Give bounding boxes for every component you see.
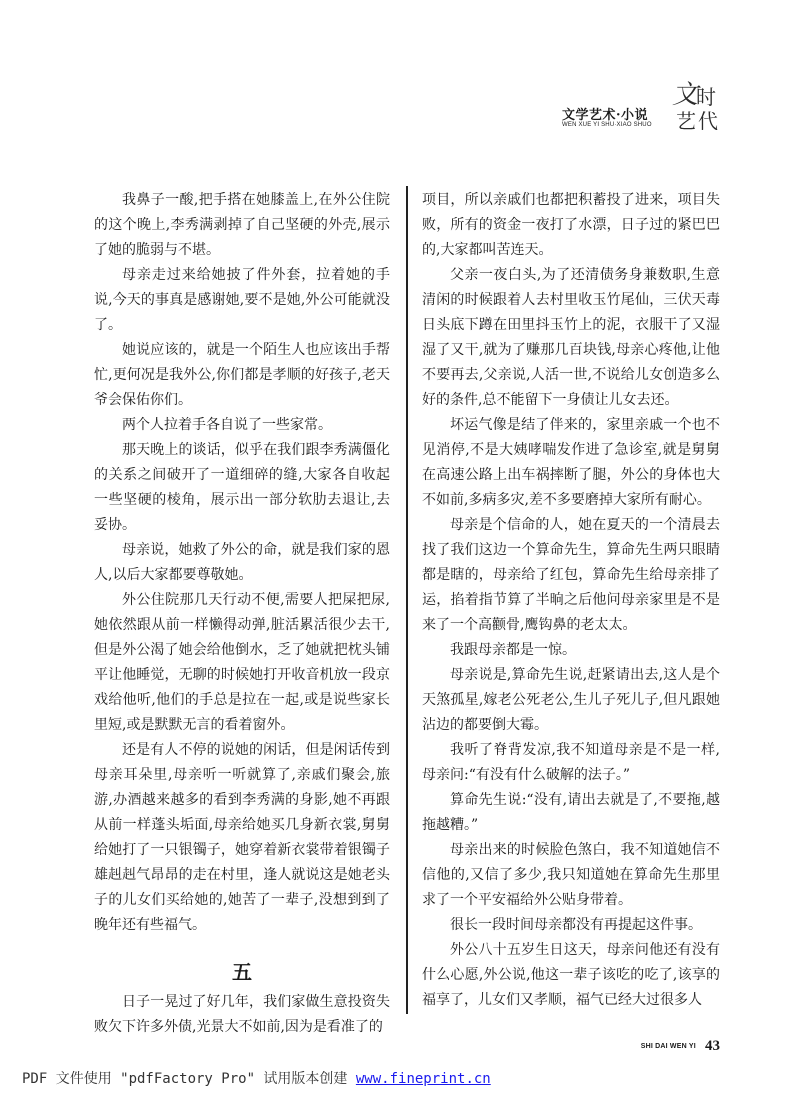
- paragraph: 母亲是个信命的人，她在夏天的一个清晨去找了我们这边一个算命先生，算命先生两只眼睛都是瞎的，母亲给了红包，算命先生给母亲排了运，掐着指节算了半晌之后他问母亲家里是不是来了一个高颧骨,鹰钩鼻的老太太。: [422, 517, 720, 633]
- paragraph: 她说应该的，就是一个陌生人也应该出手帮忙,更何况是我外公,你们都是孝顺的好孩子,老天爷会保佑你们。: [94, 342, 390, 408]
- logo-char: 艺: [676, 109, 696, 133]
- journal-logo: [672, 80, 722, 133]
- paragraph: 我听了脊背发凉,我不知道母亲是不是一样,母亲问:“有没有什么破解的法子。”: [422, 742, 720, 783]
- right-column: [422, 188, 720, 1013]
- paragraph: 母亲说是,算命先生说,赶紧请出去,这人是个天煞孤星,嫁老公死老公,生儿子死儿子,但凡跟她沾边的都要倒大霉。: [422, 667, 720, 733]
- page-footer: [620, 1036, 720, 1056]
- paragraph: 算命先生说:“没有,请出去就是了,不要拖,越拖越糟。”: [422, 792, 720, 833]
- section-heading: 五: [232, 960, 252, 984]
- paragraph: 还是有人不停的说她的闲话，但是闲话传到母亲耳朵里,母亲听一听就算了,亲戚们聚会,旅游,办酒越来越多的看到李秀满的身影,她不再跟从前一样蓬头垢面,母亲给她买几身新衣裳,舅舅给她打了一只银镯子，她穿着新衣裳带着银镯子雄赳赳气昂昂的走在村里，逢人就说这是她老头子的儿女们买给她的,她苦了一辈子,没想到到了晚年还有些福气。: [94, 742, 390, 933]
- logo-char: 代: [698, 109, 718, 133]
- logo-char: 时: [696, 85, 716, 109]
- watermark-text: PDF 文件使用 "pdfFactory Pro" 试用版本创建: [22, 1071, 356, 1087]
- paragraph: 父亲一夜白头,为了还清债务身兼数职,生意清闲的时候跟着人去村里收玉竹尾仙，三伏天毒日头底下蹲在田里抖玉竹上的泥，衣服干了又湿湿了又干,就为了赚那几百块钱,母亲心疼他,让他不要再去,父亲说,人活一世,不说给儿女创造多么好的条件,总不能留下一身债让儿女去还。: [422, 267, 720, 408]
- logo-char: 文: [672, 80, 699, 110]
- section-pinyin: WEN XUE YI SHU·XIAO SHUO: [562, 122, 652, 128]
- paragraph: 外公住院那几天行动不便,需要人把屎把尿,她依然跟从前一样懒得动弹,脏活累活很少去干,但是外公渴了她会给他倒水，乏了她就把枕头铺平让他睡觉，无聊的时候她打开收音机放一段京戏给他听,他们的手总是拉在一起,或是说些家长里短,或是默默无言的看着窗外。: [94, 592, 390, 733]
- paragraph: 我跟母亲都是一惊。: [450, 642, 576, 658]
- paragraph-continuation: 项目，所以亲戚们也都把积蓄投了进来，项目失败，所有的资金一夜打了水漂，日子过的紧巴巴的,大家都叫苦连天。: [422, 192, 720, 258]
- watermark-link[interactable]: www.fineprint.cn: [355, 1071, 491, 1087]
- section-title: 文学艺术·小说: [562, 108, 649, 123]
- paragraph: 很长一段时间母亲都没有再提起这件事。: [450, 917, 702, 933]
- journal-pinyin: SHI DAI WEN YI: [640, 1043, 696, 1050]
- paragraph: 那天晚上的谈话，似乎在我们跟李秀满僵化的关系之间破开了一道细碎的缝,大家各自收起一些坚硬的棱角，展示出一部分软肋去退让,去妥协。: [94, 442, 390, 533]
- pdf-watermark: [22, 1068, 542, 1088]
- paragraph: 日子一晃过了好几年，我们家做生意投资失败欠下许多外债,光景大不如前,因为是看准了的: [94, 994, 390, 1035]
- paragraph: 坏运气像是结了伴来的，家里亲戚一个也不见消停,不是大姨哮喘发作进了急诊室,就是舅舅在高速公路上出车祸摔断了腿，外公的身体也大不如前,多病多灾,差不多要磨掉大家所有耐心。: [422, 417, 720, 508]
- paragraph: 母亲说，她救了外公的命，就是我们家的恩人,以后大家都要尊敬她。: [94, 542, 390, 583]
- left-column: [94, 188, 390, 1040]
- paragraph: 两个人拉着手各自说了一些家常。: [122, 417, 332, 433]
- paragraph: 母亲出来的时候脸色煞白，我不知道她信不信他的,又信了多少,我只知道她在算命先生那里求了一个平安福给外公贴身带着。: [422, 842, 720, 908]
- paragraph: 外公八十五岁生日这天，母亲问他还有没有什么心愿,外公说,他这一辈子该吃的吃了,该享的福享了，儿女们又孝顺，福气已经大过很多人: [422, 942, 720, 1008]
- paragraph: 母亲走过来给她披了件外套，拉着她的手说,今天的事真是感谢她,要不是她,外公可能就没了。: [94, 267, 390, 333]
- paragraph: 我鼻子一酸,把手搭在她膝盖上,在外公住院的这个晚上,李秀满剥掉了自己坚硬的外壳,展示了她的脆弱与不堪。: [94, 192, 390, 258]
- page-number: 43: [705, 1038, 720, 1054]
- column-divider: [406, 186, 408, 1014]
